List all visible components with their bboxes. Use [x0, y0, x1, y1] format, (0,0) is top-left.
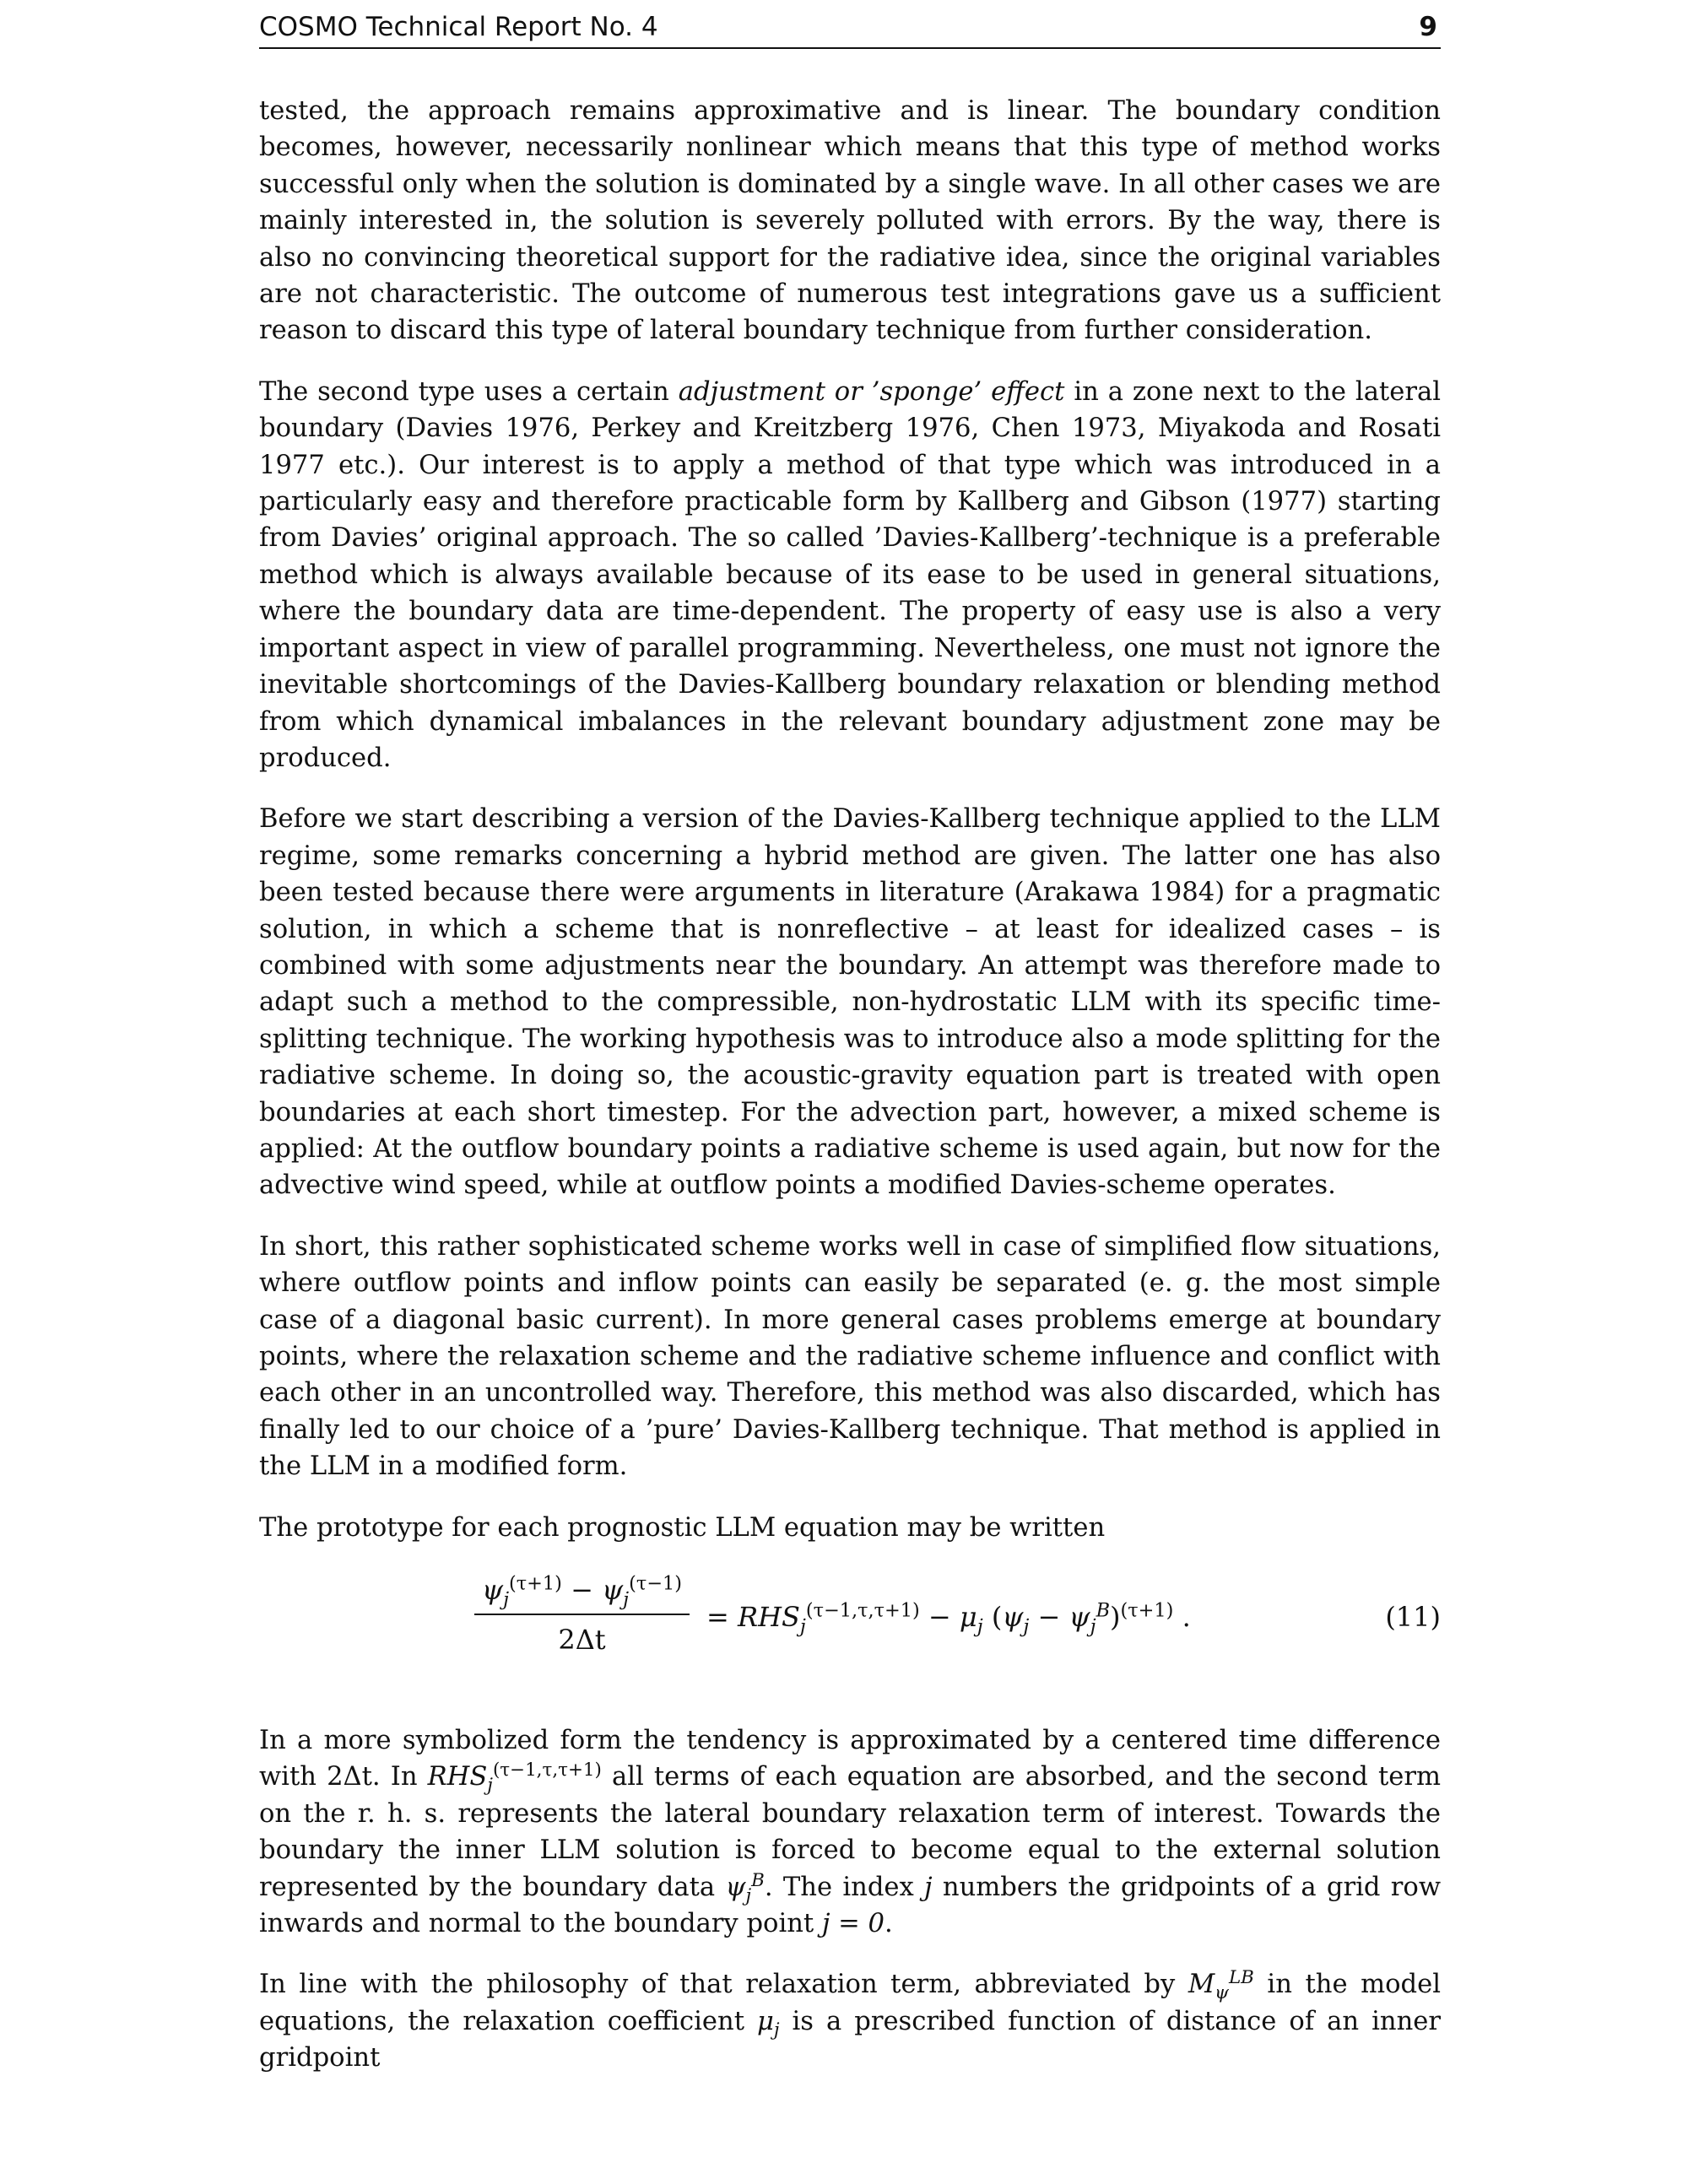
math-j: j — [924, 1872, 933, 1902]
paragraph: In a more symbolized form the tendency is approximated by a centered time difference with 2Δt. In $RHS_j^{(\tau-1,\tau,\tau+1)}$ all terms of each equation are absorbed, and the second term on the r. h. s. represents the lateral boundary relaxation term of interest. Towards the boundary the inner LLM solution is forced to become equal to the external solution represented by the boundary data $\psi_j^B$. The index j numbers the gridpoints of a grid row inwards and normal to the boundary point j = 0. — [259, 1726, 1442, 1939]
emphasis: adjustment or ’sponge’ effect — [678, 376, 1065, 407]
math-psi-b: $\psi_j^B$ — [725, 1869, 765, 1906]
paragraph: In short, this rather sophisticated scheme works well in case of simplified flow situations, where outflow points and inflow points can easily be separated (e. g. the most simple case of a diagonal basic current). In more general cases problems emerge at boundary points, where the relaxation scheme and the radiative scheme influence and conflict with each other in an uncontrolled way. Therefore, this method was also discarded, which has finally led to our choice of a ’pure’ Davies-Kallberg technique. That method is applied in the LLM in a modified form. — [259, 1231, 1441, 1482]
math-j-zero: j = 0 — [821, 1909, 885, 1939]
math-rhs-term: $RHS_j^{(\tau-1,\tau,\tau+1)}$ — [427, 1760, 602, 1797]
equation-denominator: 2Δt — [558, 1624, 606, 1657]
running-header — [259, 10, 1441, 49]
math-two-delta-t: 2Δt — [327, 1762, 372, 1792]
paragraph: The prototype for each prognostic LLM equation may be written — [259, 1512, 1106, 1543]
equation-fraction — [474, 1572, 690, 1659]
math-m-lb: $M_\psi^{LB}$ — [1188, 1967, 1254, 2004]
paragraph: Before we start describing a version of the Davies-Kallberg technique applied to the LLM regime, some remarks concerning a hybrid method are given. The latter one has also been tested because there were arguments in literature (Arakawa 1984) for a pragmatic solution, in which a scheme that is nonreflective – at least for idealized cases – is combined with some adjustments near the boundary. An attempt was therefore made to adapt such a method to the compressible, non-hydrostatic LLM with its specific time-splitting technique. The working hypothesis was to introduce also a mode splitting for the radiative scheme. In doing so, the acoustic-gravity equation part is treated with open boundaries at each short timestep. For the advection part, however, a mixed scheme is applied: At the outflow boundary points a radiative scheme is used again, but now for the advective wind speed, while at outflow points a modified Davies-scheme operates. — [259, 804, 1441, 1201]
equation-11 — [259, 1570, 1441, 1680]
page-number: 9 — [1419, 12, 1437, 42]
body-text — [259, 93, 1441, 2101]
paragraph: The second type uses a certain adjustment or ’sponge’ effect in a zone next to the lateral boundary (Davies 1976, Perkey and Kreitzberg 1976, Chen 1973, Miyakoda and Rosati 1977 etc.). Our interest is to apply a method of that type which was introduced in a particularly easy and therefore practicable form by Kallberg and Gibson (1977) starting from Davies’ original approach. The so called ’Davies-Kallberg’-technique is a preferable method which is always available because of its ease to be used in general situations, where the boundary data are time-dependent. The property of easy use is also a very important aspect in view of parallel programming. Nevertheless, one must not ignore the inevitable shortcomings of the Davies-Kallberg boundary relaxation or blending method from which dynamical imbalances in the relevant boundary adjustment zone may be produced. — [259, 376, 1441, 773]
math-mu-j: $\mu_j$ — [757, 2006, 780, 2041]
paragraph: In line with the philosophy of that relaxation term, abbreviated by $M_\psi^{LB}$ in the model equations, the relaxation coefficient $\mu_j$ is a prescribed function of distance of an inner gridpoint — [259, 1967, 1441, 2073]
paragraph: tested, the approach remains approximative and is linear. The boundary condition becomes, however, necessarily nonlinear which means that this type of method works successful only when the solution is dominated by a single wave. In all other cases we are mainly interested in, the solution is severely polluted with errors. By the way, there is also no convincing theoretical support for the radiative idea, since the original variables are not characteristic. The outcome of numerous test integrations gave us a sufficient reason to discard this type of lateral boundary technique from further consideration. — [259, 96, 1441, 346]
equation-number: (11) — [1385, 1601, 1441, 1634]
report-title: COSMO Technical Report No. 4 — [259, 12, 658, 42]
equation-numerator: $\psi_j^{(\tau+1)} - \psi_j^{(\tau-1)}$ — [474, 1572, 690, 1615]
equation-rhs: = $RHS_j^{(\tau-1,\tau,\tau+1)} - \mu_j$ $(\psi_j - \psi_j^B)^{(\tau+1)}$ . — [706, 1599, 1191, 1638]
